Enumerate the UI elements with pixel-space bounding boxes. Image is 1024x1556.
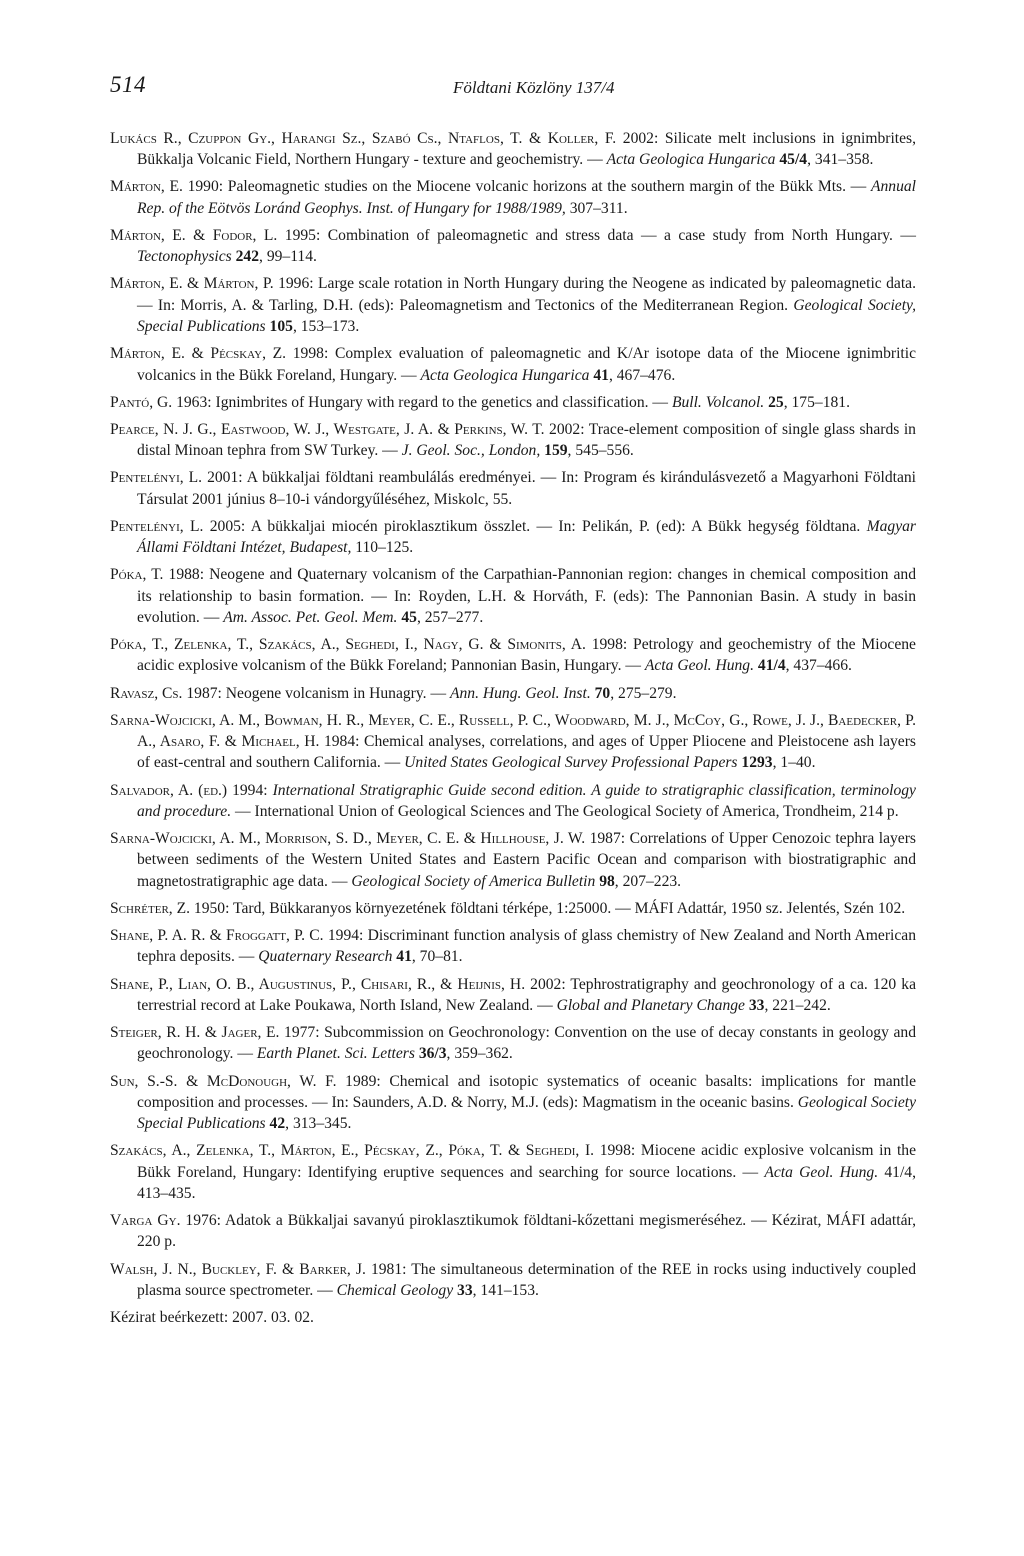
reference-authors: Shane, P. A. R. & Froggatt, P. C.	[110, 927, 324, 945]
reference-text: 2002: Silicate melt inclusions in ignimbrites, Bükkalja Volcanic Field, Northern Hungary - texture and geochemistry. —	[137, 130, 916, 169]
reference-volume: 36/3	[414, 1045, 447, 1063]
reference-volume: 1293	[737, 754, 773, 772]
reference-authors: Walsh, J. N., Buckley, F. & Barker, J.	[110, 1260, 366, 1278]
journal-title: Földtani Közlöny 137/4	[453, 78, 615, 97]
reference-source: Geological Society, Special Publications	[137, 296, 917, 336]
reference-text: 2002: Tephrostratigraphy and geochronology of a ca. 120 ka terrestrial record at Lake Poukawa, North Island, New Zealand. —	[137, 975, 916, 1014]
reference-entry	[110, 1210, 916, 1253]
reference-volume: 105	[265, 318, 293, 336]
reference-source: Am. Assoc. Pet. Geol. Mem.	[223, 608, 398, 626]
reference-text: 2005: A bükkaljai miocén piroklasztikum összlet. — In: Pelikán, P. (ed): A Bükk hegység földtana.	[203, 517, 867, 535]
reference-text: 2002: Trace-element composition of single glass shards in distal Minoan tephra from SW Turkey. —	[137, 420, 916, 460]
reference-authors: Szakács, A., Zelenka, T., Márton, E., Pécskay, Z., Póka, T. & Seghedi, I.	[110, 1142, 595, 1160]
reference-text: 1998: Miocene acidic explosive volcanism in the Bükk Foreland, Hungary: Identifying eruptive sequences and searching for source locations. —	[137, 1142, 916, 1181]
reference-text: 1994:	[227, 781, 273, 799]
reference-authors: Shane, P., Lian, O. B., Augustinus, P., Chisari, R., & Heijnis, H.	[110, 975, 526, 993]
reference-entry	[110, 974, 916, 1017]
manuscript-received: Kézirat beérkezett: 2007. 03. 02.	[110, 1309, 314, 1327]
reference-pages: , 359–362.	[446, 1045, 513, 1063]
reference-entry	[110, 273, 916, 337]
reference-authors: Lukács R., Czuppon Gy., Harangi Sz., Szabó Cs., Ntaflos, T. & Koller, F.	[110, 130, 617, 147]
reference-text: 1987: Neogene volcanism in Hunagry. —	[182, 684, 450, 702]
reference-authors: Varga Gy.	[110, 1212, 181, 1230]
reference-entry	[110, 1071, 916, 1135]
reference-source: Bull. Volcanol.	[671, 393, 765, 411]
reference-source: Acta Geol. Hung.	[644, 657, 754, 675]
reference-entry	[110, 564, 916, 628]
reference-list	[110, 128, 916, 1301]
reference-pages: , 70–81.	[411, 948, 463, 966]
reference-pages: , 313–345.	[285, 1115, 352, 1133]
reference-entry	[110, 634, 916, 677]
reference-entry	[110, 225, 916, 268]
reference-source: Acta Geol. Hung.	[764, 1163, 879, 1181]
reference-pages: , 437–466.	[785, 657, 852, 675]
reference-source: International Stratigraphic Guide second edition. A guide to stratigraphic classification, terminology and procedure.	[137, 781, 916, 820]
reference-text: 1998: Petrology and geochemistry of the Miocene acidic explosive volcanism of the Bükk Foreland; Pannonian Basin, Hungary. —	[137, 636, 916, 675]
reference-pages: , 467–476.	[608, 366, 676, 384]
reference-pages: , 545–556.	[567, 442, 634, 460]
reference-pages: 307–311.	[565, 199, 628, 217]
reference-pages: 110–125.	[351, 539, 414, 557]
reference-text: 1963: Ignimbrites of Hungary with regard to the genetics and classification. —	[172, 393, 672, 411]
reference-volume: 33	[453, 1281, 473, 1299]
reference-pages: , 99–114.	[259, 248, 317, 266]
reference-pages: , 1–40.	[772, 754, 816, 772]
reference-text: 1984: Chemical analyses, correlations, and ages of Upper Pliocene and Pleistocene ash layers of east-central and southern California. —	[137, 733, 916, 772]
reference-source: Magyar Állami Földtani Intézet, Budapest,	[137, 517, 916, 557]
reference-text: 1989: Chemical and isotopic systematics of oceanic basalts: implications for mantle composition and processes. — In: Saunders, A.D. & Norry, M.J. (eds): Magmatism in the oceanic basins.	[137, 1072, 916, 1111]
reference-entry	[110, 343, 916, 386]
reference-authors: Pentelényi, L.	[110, 469, 203, 487]
reference-volume: 159	[540, 442, 568, 460]
reference-entry	[110, 780, 916, 823]
reference-authors: Póka, T.	[110, 566, 164, 584]
reference-pages: , 175–181.	[783, 393, 850, 411]
reference-entry	[110, 467, 916, 510]
reference-source: Acta Geologica Hungarica	[606, 151, 776, 169]
reference-text: 1950: Tard, Bükkaranyos környezetének földtani térképe, 1:25000. — MÁFI Adattár, 1950 sz. Jelentés, Szén 102.	[190, 899, 906, 917]
reference-entry	[110, 128, 916, 171]
reference-text: 1987: Correlations of Upper Cenozoic tephra layers between sediments of the Western United States and Eastern Pacific Ocean and comparison with biostratigraphic and magnetostratigraphic age data. —	[137, 830, 916, 890]
reference-text: 1981: The simultaneous determination of the REE in rocks using inductively coupled plasma source spectrometer. —	[137, 1260, 916, 1299]
reference-authors: Salvador, A. (ed.)	[110, 781, 228, 799]
reference-volume: 41/4	[754, 657, 786, 675]
reference-source: Global and Planetary Change	[556, 996, 745, 1014]
reference-entry	[110, 898, 916, 919]
reference-authors: Márton, E. & Pécskay, Z.	[110, 345, 287, 363]
reference-source: J. Geol. Soc., London,	[401, 442, 541, 460]
reference-authors: Sun, S.-S. & McDonough, W. F.	[110, 1072, 337, 1090]
reference-entry	[110, 710, 916, 774]
reference-text: 1996: Large scale rotation in North Hungary during the Neogene as indicated by paleomagnetic data. — In: Morris, A. & Tarling, D.H. (eds): Paleomagnetism and Tectonics of the Mediterranean Region.	[137, 275, 916, 314]
reference-pages: , 153–173.	[292, 318, 360, 336]
reference-entry	[110, 1259, 916, 1302]
reference-pages: , 275–279.	[610, 684, 677, 702]
reference-authors: Steiger, R. H. & Jager, E.	[110, 1024, 280, 1042]
reference-volume: 45	[397, 608, 417, 626]
reference-authors: Márton, E.	[110, 178, 183, 196]
reference-entry	[110, 176, 916, 219]
reference-source: Annual Rep. of the Eötvös Loránd Geophys. Inst. of Hungary for 1988/1989,	[137, 178, 916, 217]
reference-volume: 70	[590, 684, 611, 702]
reference-authors: Pantó, G.	[110, 393, 173, 411]
reference-pages: , 207–223.	[614, 872, 682, 890]
reference-volume: 25	[764, 393, 784, 411]
reference-text: 1990: Paleomagnetic studies on the Miocene volcanic horizons at the southern margin of the Bükk Mts. —	[182, 178, 871, 196]
reference-authors: Sarna-Wojcicki, A. M., Bowman, H. R., Meyer, C. E., Russell, P. C., Woodward, M. J., McCoy, G., Rowe, J. J., Baedecker, P. A., Asaro, F. & Michael, H.	[110, 711, 916, 751]
reference-entry	[110, 1140, 916, 1204]
reference-text: 1998: Complex evaluation of paleomagnetic and K/Ar isotope data of the Miocene ignimbritic volcanics in the Bükk Foreland, Hungary. —	[137, 345, 916, 384]
reference-pages: , 257–277.	[416, 608, 484, 626]
reference-authors: Márton, E. & Fodor, L.	[110, 226, 278, 244]
reference-volume: 45/4	[775, 151, 808, 169]
reference-volume: 33	[744, 996, 765, 1014]
page-header	[110, 72, 916, 128]
reference-volume: 242	[231, 248, 260, 266]
reference-source: Acta Geologica Hungarica	[420, 366, 590, 384]
reference-source: Quaternary Research	[258, 948, 393, 966]
reference-authors: Schréter, Z.	[110, 899, 191, 917]
reference-entry	[110, 419, 916, 462]
reference-text: 1995: Combination of paleomagnetic and stress data — a case study from North Hungary. —	[277, 226, 916, 244]
reference-authors: Márton, E. & Márton, P.	[110, 275, 274, 293]
reference-volume: 98	[595, 872, 615, 890]
reference-pages: , 221–242.	[764, 996, 831, 1014]
reference-text: 1988: Neogene and Quaternary volcanism of the Carpathian-Pannonian region: changes in chemical composition and its relationship to basin formation. — In: Royden, L.H. & Horváth, F. (eds): The Pannonian Basin. A study in basin evolution. —	[137, 566, 916, 626]
reference-volume: 42	[265, 1115, 286, 1133]
reference-source: Geological Society Special Publications	[137, 1093, 916, 1133]
reference-authors: Ravasz, Cs.	[110, 684, 183, 702]
reference-text: 2001: A bükkaljai földtani reambulálás eredményei. — In: Program és kirándulásvezető a Magyarhoni Földtani Társulat 2001 június 8–10-i vándorgyűléséhez, Miskolc, 55.	[137, 469, 916, 508]
reference-source: Tectonophysics	[137, 248, 232, 266]
reference-source: Geological Society of America Bulletin	[351, 872, 596, 890]
page-number: 514	[110, 72, 146, 97]
reference-entry	[110, 925, 916, 968]
reference-authors: Pearce, N. J. G., Eastwood, W. J., Westgate, J. A. & Perkins, W. T.	[110, 420, 545, 438]
reference-text: 1977: Subcommission on Geochronology: Convention on the use of decay constants in geology and geochronology. —	[137, 1024, 916, 1063]
reference-source: United States Geological Survey Professional Papers	[404, 754, 738, 772]
reference-entry	[110, 392, 916, 413]
reference-source: Ann. Hung. Geol. Inst.	[449, 684, 591, 702]
reference-authors: Póka, T., Zelenka, T., Szakács, A., Seghedi, I., Nagy, G. & Simonits, A.	[110, 636, 586, 654]
reference-source: Earth Planet. Sci. Letters	[256, 1045, 415, 1063]
reference-pages: , 141–153.	[472, 1281, 539, 1299]
reference-pages: — International Union of Geological Sciences and The Geological Society of America, Trondheim, 214 p.	[231, 802, 899, 820]
reference-text: 1994: Discriminant function analysis of glass chemistry of New Zealand and North American tephra deposits. —	[137, 927, 916, 966]
reference-authors: Sarna-Wojcicki, A. M., Morrison, S. D., Meyer, C. E. & Hillhouse, J. W.	[110, 830, 586, 848]
reference-text: 1976: Adatok a Bükkaljai savanyú piroklasztikumok földtani-kőzettani megismeréséhez. — Kézirat, MÁFI adattár, 220 p.	[137, 1212, 916, 1251]
reference-entry	[110, 683, 916, 704]
reference-entry	[110, 828, 916, 892]
reference-entry	[110, 1022, 916, 1065]
reference-pages: , 341–358.	[807, 151, 874, 169]
reference-volume: 41	[392, 948, 412, 966]
reference-entry	[110, 516, 916, 559]
reference-source: Chemical Geology	[336, 1281, 454, 1299]
reference-volume: 41	[589, 366, 609, 384]
reference-authors: Pentelényi, L.	[110, 517, 204, 535]
reference-pages: 41/4, 413–435.	[137, 1163, 916, 1202]
